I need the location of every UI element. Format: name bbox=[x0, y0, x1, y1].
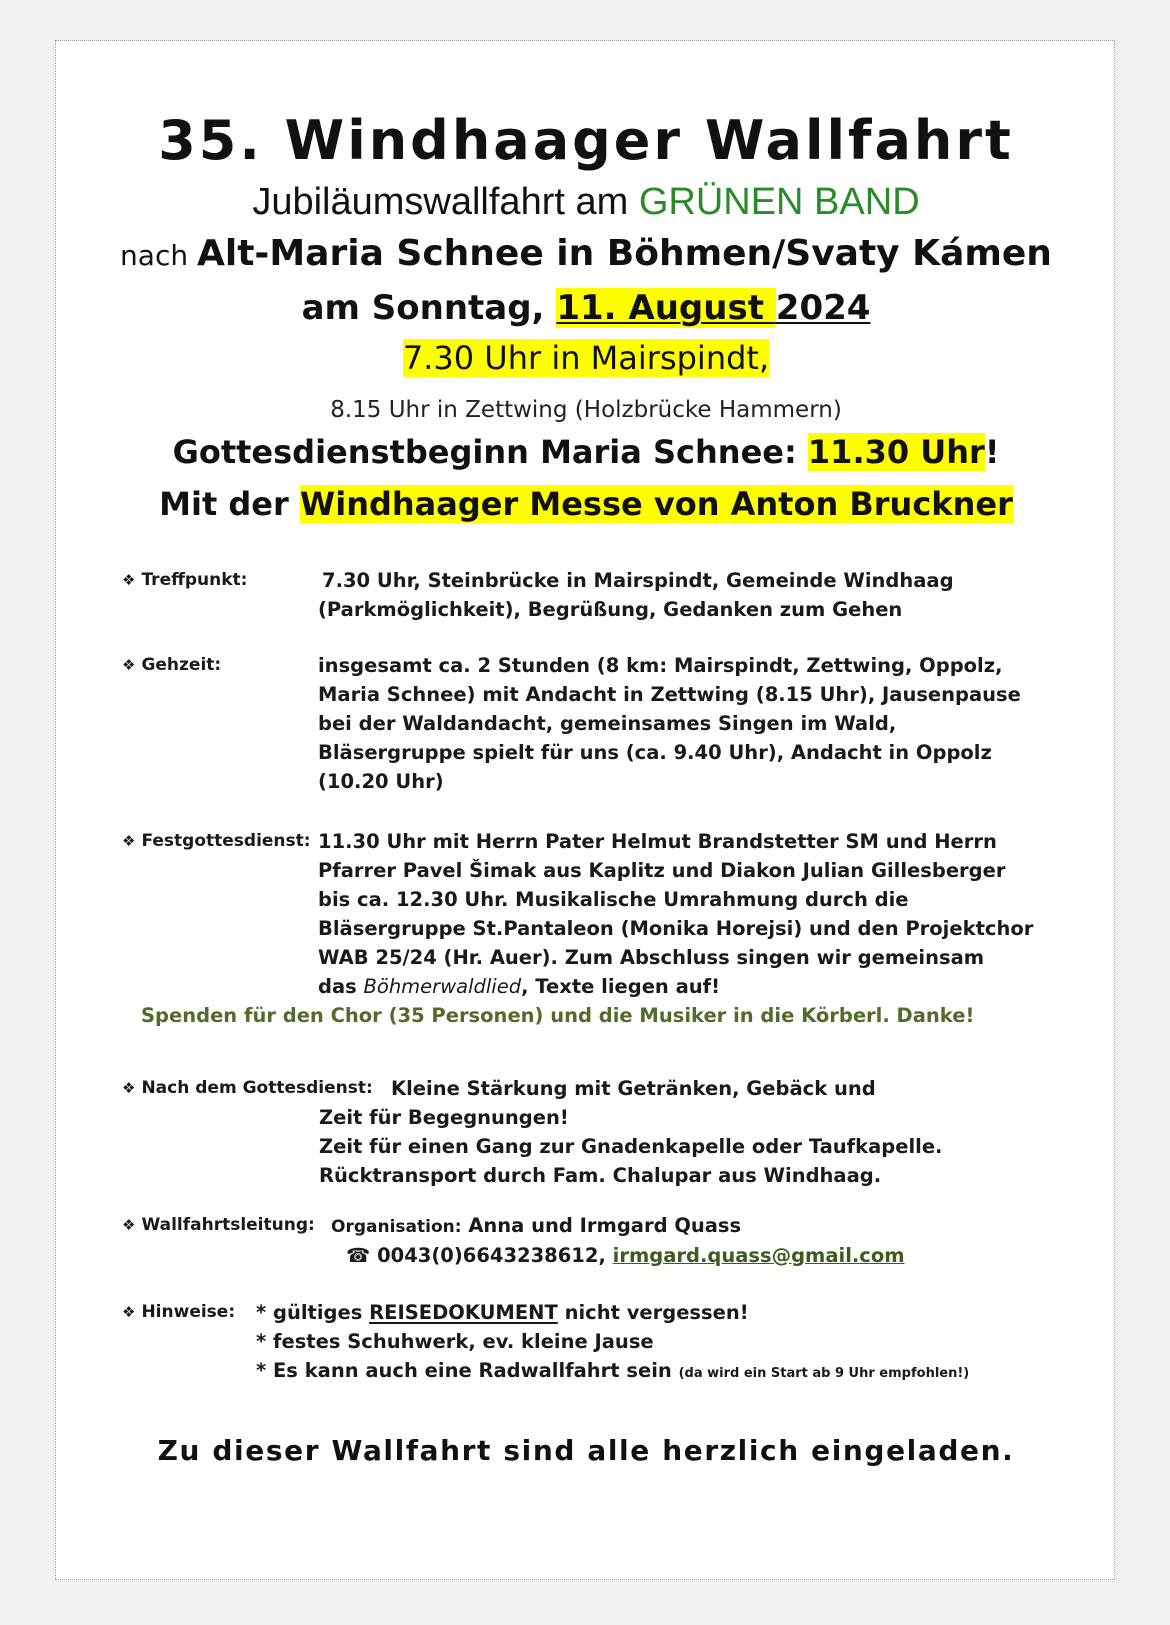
diamond-bullet-icon: ❖ bbox=[122, 832, 136, 850]
festgottesdienst-line-4: Bläsergruppe St.Pantaleon (Monika Horejsi) und den Projektchor bbox=[318, 917, 1034, 940]
destination bbox=[56, 233, 1116, 274]
festgottesdienst-line-2: Pfarrer Pavel Šimak aus Kaplitz und Diakon Julian Gillesberger bbox=[318, 859, 1006, 882]
label-wallfahrtsleitung: ❖ Wallfahrtsleitung: bbox=[122, 1215, 315, 1235]
organisation bbox=[331, 1211, 741, 1242]
gehzeit-line-1: insgesamt ca. 2 Stunden (8 km: Mairspindt, Zettwing, Oppolz, bbox=[318, 654, 1003, 677]
gehzeit-line-4: Bläsergruppe spielt für uns (ca. 9.40 Uhr), Andacht in Oppolz bbox=[318, 741, 992, 764]
subtitle-green-band: GRÜNEN BAND bbox=[638, 181, 920, 223]
event-date bbox=[56, 288, 1116, 328]
bike-note: (da wird ein Start ab 9 Uhr empfohlen!) bbox=[678, 1366, 970, 1381]
date-prefix: am Sonntag, bbox=[301, 288, 557, 328]
phone-number: 0043(0)6643238612, bbox=[377, 1244, 613, 1267]
gehzeit-line-3: bei der Waldandacht, gemeinsames Singen im Wald, bbox=[318, 712, 897, 735]
nach-line-1: Kleine Stärkung mit Getränken, Gebäck und bbox=[391, 1077, 876, 1100]
hinweis-line-3: * Es kann auch eine Radwallfahrt sein (da wird ein Start ab 9 Uhr empfohlen!) bbox=[256, 1359, 970, 1382]
organisation-names: Anna und Irmgard Quass bbox=[468, 1214, 742, 1237]
festgottesdienst-line-5: WAB 25/24 (Hr. Auer). Zum Abschluss singen wir gemeinsam bbox=[318, 946, 985, 969]
start-time bbox=[56, 339, 1116, 377]
destination-prefix: nach bbox=[120, 239, 197, 272]
diamond-bullet-icon: ❖ bbox=[122, 1079, 136, 1097]
mass-prefix: Mit der bbox=[159, 485, 300, 523]
hinweis-line-2: * festes Schuhwerk, ev. kleine Jause bbox=[256, 1330, 654, 1353]
gehzeit-line-5: (10.20 Uhr) bbox=[318, 770, 444, 793]
diamond-bullet-icon: ❖ bbox=[122, 1216, 136, 1234]
label-festgottesdienst: ❖ Festgottesdienst: bbox=[122, 831, 311, 851]
date-day-month: 11. August bbox=[556, 288, 776, 328]
email-link[interactable]: irmgard.quass@gmail.com bbox=[612, 1244, 905, 1267]
diamond-bullet-icon: ❖ bbox=[122, 1303, 136, 1321]
label-hinweise: ❖ Hinweise: bbox=[122, 1302, 236, 1322]
subtitle bbox=[56, 181, 1116, 224]
flyer-page bbox=[55, 40, 1115, 1580]
diamond-bullet-icon: ❖ bbox=[122, 656, 136, 674]
gehzeit-line-2: Maria Schnee) mit Andacht in Zettwing (8.15 Uhr), Jausenpause bbox=[318, 683, 1021, 706]
start-time-text: 7.30 Uhr in Mairspindt, bbox=[402, 339, 770, 377]
festgottesdienst-line-6: das Böhmerwaldlied, Texte liegen auf! bbox=[318, 975, 721, 998]
second-time: 8.15 Uhr in Zettwing (Holzbrücke Hammern) bbox=[330, 397, 842, 423]
closing-invitation: Zu dieser Wallfahrt sind alle herzlich eingeladen. bbox=[157, 1434, 1015, 1467]
donation-note: Spenden für den Chor (35 Personen) und die Musiker in die Körberl. Danke! bbox=[141, 1004, 975, 1027]
song-title: Böhmerwaldlied bbox=[363, 975, 522, 998]
label-gehzeit: ❖ Gehzeit: bbox=[122, 655, 222, 675]
hinweis-line-1: * gültiges REISEDOKUMENT nicht vergessen! bbox=[256, 1301, 749, 1324]
festgottesdienst-line-3: bis ca. 12.30 Uhr. Musikalische Umrahmung durch die bbox=[318, 888, 909, 911]
service-suffix: ! bbox=[984, 433, 1000, 471]
diamond-bullet-icon: ❖ bbox=[122, 571, 136, 589]
treffpunkt-line-1: 7.30 Uhr, Steinbrücke in Mairspindt, Gemeinde Windhaag bbox=[322, 569, 954, 592]
service-time: 11.30 Uhr bbox=[807, 433, 985, 471]
festgottesdienst-line-1: 11.30 Uhr mit Herrn Pater Helmut Brandstetter SM und Herrn bbox=[318, 830, 997, 853]
treffpunkt-line-2: (Parkmöglichkeit), Begrüßung, Gedanken zum Gehen bbox=[318, 598, 903, 621]
reisedokument: REISEDOKUMENT bbox=[369, 1301, 558, 1324]
nach-line-2: Zeit für Begegnungen! bbox=[319, 1106, 569, 1129]
mass-line bbox=[56, 485, 1116, 523]
mass-name: Windhaager Messe von Anton Bruckner bbox=[299, 485, 1013, 523]
contact-line bbox=[346, 1241, 905, 1270]
label-nach-gottesdienst: ❖ Nach dem Gottesdienst: bbox=[122, 1078, 373, 1098]
destination-place: Alt-Maria Schnee in Böhmen/Svaty Kámen bbox=[197, 233, 1052, 274]
subtitle-prefix: Jubiläumswallfahrt am bbox=[252, 181, 639, 223]
label-treffpunkt: ❖ Treffpunkt: bbox=[122, 570, 248, 590]
service-prefix: Gottesdienstbeginn Maria Schnee: bbox=[172, 433, 808, 471]
telephone-icon: ☎ bbox=[346, 1244, 371, 1267]
organisation-label: Organisation: bbox=[331, 1217, 462, 1237]
service-start bbox=[56, 433, 1116, 471]
nach-line-3: Zeit für einen Gang zur Gnadenkapelle oder Taufkapelle. bbox=[319, 1135, 943, 1158]
page-title: 35. Windhaager Wallfahrt bbox=[158, 109, 1014, 172]
date-year: 2024 bbox=[775, 288, 871, 328]
nach-line-4: Rücktransport durch Fam. Chalupar aus Windhaag. bbox=[319, 1164, 882, 1187]
